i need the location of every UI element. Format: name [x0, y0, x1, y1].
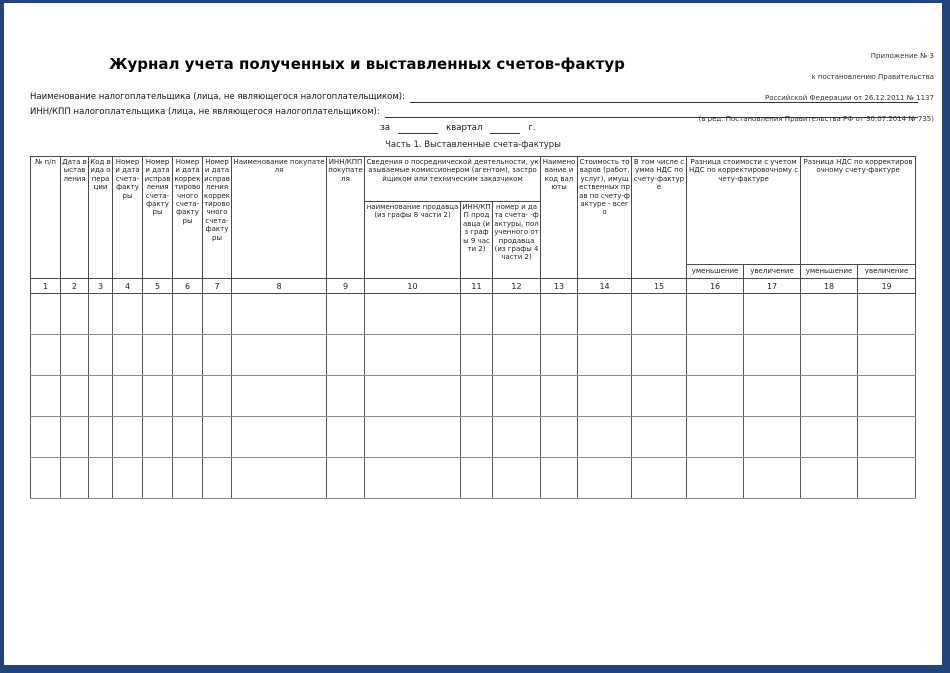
empty-cell[interactable]: [493, 335, 541, 376]
empty-cell[interactable]: [365, 294, 461, 335]
column-number-13: 13: [541, 279, 578, 294]
empty-cell[interactable]: [113, 376, 143, 417]
empty-cell[interactable]: [61, 335, 89, 376]
empty-cell[interactable]: [578, 294, 632, 335]
header-col-17: увеличение: [744, 265, 801, 279]
empty-cell[interactable]: [89, 335, 113, 376]
table-row: [31, 458, 916, 499]
empty-cell[interactable]: [493, 294, 541, 335]
empty-cell[interactable]: [143, 376, 173, 417]
header-group-diff-cost: Разница стоимости с учетом НДС по корректировочному счету-фактуре: [687, 157, 801, 265]
empty-cell[interactable]: [232, 458, 327, 499]
header-col-10: наименование продавца (из графы 8 части 2): [365, 202, 461, 279]
table-header: [31, 157, 916, 294]
column-number-10: 10: [365, 279, 461, 294]
taxpayer-name-blank[interactable]: [410, 92, 918, 103]
empty-cell[interactable]: [541, 376, 578, 417]
empty-cell[interactable]: [801, 458, 858, 499]
empty-cell[interactable]: [578, 458, 632, 499]
annotation-line: Российской Федерации от 26.12.2011 № 1137: [765, 93, 934, 102]
empty-cell[interactable]: [578, 376, 632, 417]
header-col-5: Номер и дата исправления счета-фактуры: [143, 157, 173, 279]
empty-cell[interactable]: [801, 294, 858, 335]
empty-cell[interactable]: [365, 376, 461, 417]
empty-cell[interactable]: [61, 376, 89, 417]
taxpayer-inn-label: ИНН/КПП налогоплательщика (лица, не являющегося налогоплательщиком):: [30, 107, 380, 117]
taxpayer-name-label: Наименование налогоплательщика (лица, не являющегося налогоплательщиком):: [30, 92, 405, 102]
table-row: [31, 335, 916, 376]
column-number-18: 18: [801, 279, 858, 294]
empty-cell[interactable]: [687, 335, 744, 376]
empty-cell[interactable]: [327, 335, 365, 376]
empty-cell[interactable]: [232, 376, 327, 417]
column-number-6: 6: [173, 279, 203, 294]
empty-cell[interactable]: [327, 294, 365, 335]
empty-cell[interactable]: [858, 335, 916, 376]
header-group-diff-vat: Разница НДС по корректировочному счету-фактуре: [801, 157, 916, 265]
empty-cell[interactable]: [113, 417, 143, 458]
empty-cell[interactable]: [31, 335, 61, 376]
empty-cell[interactable]: [493, 458, 541, 499]
empty-cell[interactable]: [858, 376, 916, 417]
empty-cell[interactable]: [203, 458, 232, 499]
empty-cell[interactable]: [461, 335, 493, 376]
column-number-2: 2: [61, 279, 89, 294]
empty-cell[interactable]: [632, 376, 687, 417]
header-col-18: уменьшение: [801, 265, 858, 279]
empty-cell[interactable]: [858, 458, 916, 499]
column-number-7: 7: [203, 279, 232, 294]
empty-cell[interactable]: [232, 417, 327, 458]
empty-cell[interactable]: [461, 376, 493, 417]
empty-cell[interactable]: [203, 417, 232, 458]
empty-cell[interactable]: [744, 458, 801, 499]
empty-cell[interactable]: [858, 417, 916, 458]
empty-cell[interactable]: [113, 458, 143, 499]
empty-cell[interactable]: [801, 335, 858, 376]
empty-cell[interactable]: [173, 458, 203, 499]
empty-cell[interactable]: [89, 458, 113, 499]
period-quarter-label: квартал: [446, 123, 483, 133]
column-number-4: 4: [113, 279, 143, 294]
column-number-5: 5: [143, 279, 173, 294]
header-col-4: Номер и дата счета-фактуры: [113, 157, 143, 279]
header-col-11: ИНН/КПП продавца (из графы 9 части 2): [461, 202, 493, 279]
table-row: [31, 417, 916, 458]
empty-cell[interactable]: [801, 376, 858, 417]
empty-cell[interactable]: [31, 376, 61, 417]
empty-cell[interactable]: [173, 376, 203, 417]
empty-cell[interactable]: [89, 417, 113, 458]
empty-cell[interactable]: [801, 417, 858, 458]
empty-cell[interactable]: [541, 294, 578, 335]
empty-cell[interactable]: [31, 417, 61, 458]
period-year-blank[interactable]: [490, 123, 520, 134]
empty-cell[interactable]: [578, 417, 632, 458]
regulation-annotation: [699, 40, 934, 135]
header-col-13: Наименование и код валюты: [541, 157, 578, 279]
part-title: Часть 1. Выставленные счета-фактуры: [385, 140, 561, 150]
table-row: [31, 376, 916, 417]
empty-cell[interactable]: [744, 294, 801, 335]
empty-cell[interactable]: [744, 376, 801, 417]
period-suffix-label: г.: [528, 123, 536, 133]
empty-cell[interactable]: [327, 376, 365, 417]
empty-cell[interactable]: [173, 335, 203, 376]
column-number-3: 3: [89, 279, 113, 294]
empty-cell[interactable]: [632, 294, 687, 335]
empty-cell[interactable]: [687, 376, 744, 417]
empty-cell[interactable]: [632, 417, 687, 458]
empty-cell[interactable]: [365, 417, 461, 458]
empty-cell[interactable]: [143, 417, 173, 458]
table-body: [31, 294, 916, 499]
annotation-line: Приложение № 3: [870, 51, 934, 60]
empty-cell[interactable]: [365, 458, 461, 499]
empty-cell[interactable]: [493, 376, 541, 417]
document-title: Журнал учета полученных и выставленных счетов-фактур: [109, 55, 625, 73]
empty-cell[interactable]: [327, 417, 365, 458]
header-col-14: Стоимость товаров (работ, услуг), имущественных прав по счету-фактуре - всего: [578, 157, 632, 279]
empty-cell[interactable]: [493, 417, 541, 458]
header-col-1: № п/п: [31, 157, 61, 279]
empty-cell[interactable]: [31, 458, 61, 499]
column-number-12: 12: [493, 279, 541, 294]
empty-cell[interactable]: [744, 335, 801, 376]
period-line: [4, 123, 912, 134]
column-number-19: 19: [858, 279, 916, 294]
empty-cell[interactable]: [61, 458, 89, 499]
empty-cell[interactable]: [578, 335, 632, 376]
empty-cell[interactable]: [31, 294, 61, 335]
column-number-8: 8: [232, 279, 327, 294]
annotation-line: (в ред. Постановления Правительства РФ от 30.07.2014 № 735): [698, 114, 934, 123]
column-number-14: 14: [578, 279, 632, 294]
empty-cell[interactable]: [143, 294, 173, 335]
empty-cell[interactable]: [113, 335, 143, 376]
empty-cell[interactable]: [143, 335, 173, 376]
empty-cell[interactable]: [858, 294, 916, 335]
empty-cell[interactable]: [687, 294, 744, 335]
header-col-16: уменьшение: [687, 265, 744, 279]
header-col-19: увеличение: [858, 265, 916, 279]
empty-cell[interactable]: [61, 294, 89, 335]
column-number-9: 9: [327, 279, 365, 294]
empty-cell[interactable]: [173, 417, 203, 458]
header-group-intermediary: Сведения о посреднической деятельности, указываемые комиссионером (агентом), застройщиком или техническим заказчиком: [365, 157, 541, 202]
empty-cell[interactable]: [203, 376, 232, 417]
header-col-15: В том числе сумма НДС по счету-фактуре: [632, 157, 687, 279]
period-prefix-label: за: [380, 123, 391, 133]
empty-cell[interactable]: [232, 294, 327, 335]
table-row: [31, 294, 916, 335]
empty-cell[interactable]: [203, 294, 232, 335]
empty-cell[interactable]: [541, 417, 578, 458]
empty-cell[interactable]: [327, 458, 365, 499]
empty-cell[interactable]: [687, 417, 744, 458]
empty-cell[interactable]: [143, 458, 173, 499]
column-number-1: 1: [31, 279, 61, 294]
column-number-16: 16: [687, 279, 744, 294]
empty-cell[interactable]: [461, 417, 493, 458]
empty-cell[interactable]: [365, 335, 461, 376]
column-number-17: 17: [744, 279, 801, 294]
taxpayer-inn-line: [30, 107, 918, 118]
header-col-2: Дата выставления: [61, 157, 89, 279]
empty-cell[interactable]: [89, 376, 113, 417]
column-number-11: 11: [461, 279, 493, 294]
annotation-line: к постановлению Правительства: [811, 72, 934, 81]
header-col-7: Номер и дата исправления корректировочного счета-фактуры: [203, 157, 232, 279]
empty-cell[interactable]: [461, 458, 493, 499]
invoice-journal-table: [30, 156, 916, 499]
column-number-15: 15: [632, 279, 687, 294]
column-numbers-row: [31, 279, 916, 294]
header-col-6: Номер и дата корректировочного счета-фактуры: [173, 157, 203, 279]
header-col-3: Код вида операции: [89, 157, 113, 279]
empty-cell[interactable]: [744, 417, 801, 458]
empty-cell[interactable]: [113, 294, 143, 335]
empty-cell[interactable]: [232, 335, 327, 376]
period-quarter-blank[interactable]: [398, 123, 438, 134]
taxpayer-inn-blank[interactable]: [385, 107, 918, 118]
empty-cell[interactable]: [173, 294, 203, 335]
empty-cell[interactable]: [89, 294, 113, 335]
empty-cell[interactable]: [461, 294, 493, 335]
header-col-8: Наименование покупателя: [232, 157, 327, 279]
empty-cell[interactable]: [632, 458, 687, 499]
header-col-12: номер и дата счета- -фактуры, полученного от продавца (из графы 4 части 2): [493, 202, 541, 279]
empty-cell[interactable]: [541, 335, 578, 376]
empty-cell[interactable]: [61, 417, 89, 458]
empty-cell[interactable]: [541, 458, 578, 499]
empty-cell[interactable]: [203, 335, 232, 376]
empty-cell[interactable]: [687, 458, 744, 499]
empty-cell[interactable]: [632, 335, 687, 376]
taxpayer-name-line: [30, 92, 918, 103]
header-col-9: ИНН/КПП покупателя: [327, 157, 365, 279]
